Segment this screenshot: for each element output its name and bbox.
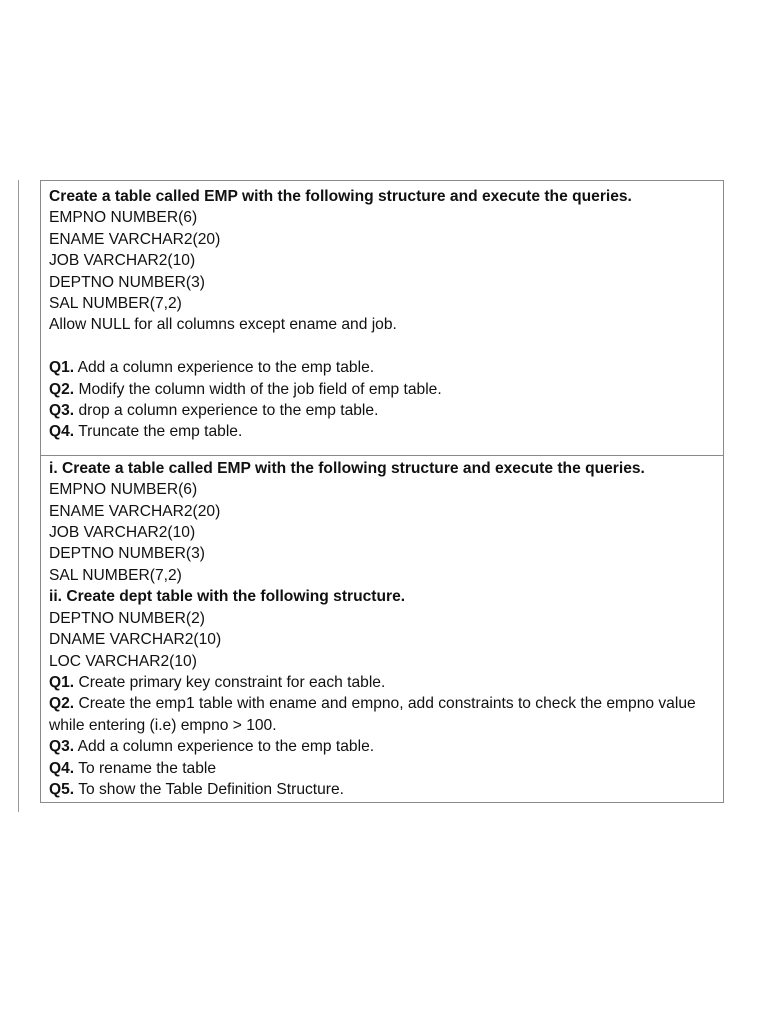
question-text: To rename the table (74, 759, 217, 777)
block1-field: DEPTNO NUMBER(3) (49, 273, 205, 291)
block1-field: EMPNO NUMBER(6) (49, 209, 198, 227)
question-text: Truncate the emp table. (74, 423, 243, 441)
question-text: Add a column experience to the emp table. (74, 738, 375, 756)
question-label: Q5. (49, 780, 75, 798)
block2-emp-field: SAL NUMBER(7,2) (49, 566, 182, 584)
question-text: Modify the column width of the job field of emp table. (74, 380, 442, 398)
block2-dept-field: LOC VARCHAR2(10) (49, 652, 197, 670)
block1-field: JOB VARCHAR2(10) (49, 252, 196, 270)
block2-emp-field: EMPNO NUMBER(6) (49, 481, 198, 499)
block2-emp-field: ENAME VARCHAR2(20) (49, 502, 221, 520)
exercise-table (40, 180, 724, 803)
question-label: Q3. (49, 402, 75, 420)
block2-emp-field: DEPTNO NUMBER(3) (49, 545, 205, 563)
block1-question (49, 357, 715, 378)
block2-question (49, 693, 715, 736)
block1-question (49, 421, 715, 442)
question-text: Create primary key constraint for each table. (74, 673, 386, 691)
block2-heading-dept: ii. Create dept table with the following structure. (49, 588, 406, 606)
exercise-block-1 (41, 181, 723, 455)
block2-emp-field: JOB VARCHAR2(10) (49, 524, 196, 542)
question-label: Q4. (49, 423, 75, 441)
block1-question (49, 379, 715, 400)
question-label: Q2. (49, 695, 75, 713)
block2-question (49, 736, 715, 757)
spacer (49, 336, 715, 357)
question-text: To show the Table Definition Structure. (74, 780, 345, 798)
question-label: Q2. (49, 380, 75, 398)
block2-question (49, 672, 715, 693)
exercise-block-2 (41, 455, 723, 803)
left-margin-rule (18, 180, 19, 812)
question-label: Q3. (49, 738, 75, 756)
question-label: Q1. (49, 673, 75, 691)
question-text: Add a column experience to the emp table. (74, 359, 375, 377)
block1-field: ENAME VARCHAR2(20) (49, 230, 221, 248)
block2-question (49, 779, 715, 800)
block1-heading: Create a table called EMP with the following structure and execute the queries. (49, 188, 632, 205)
block2-heading-emp: i. Create a table called EMP with the following structure and execute the queries. (49, 459, 645, 477)
question-label: Q4. (49, 759, 75, 777)
block1-note: Allow NULL for all columns except ename and job. (49, 316, 397, 334)
block2-dept-field: DEPTNO NUMBER(2) (49, 609, 205, 627)
question-text: drop a column experience to the emp table. (74, 402, 379, 420)
block2-dept-field: DNAME VARCHAR2(10) (49, 631, 222, 649)
block1-question (49, 400, 715, 421)
block1-field: SAL NUMBER(7,2) (49, 295, 182, 313)
question-label: Q1. (49, 359, 75, 377)
block2-question (49, 758, 715, 779)
question-text: Create the emp1 table with ename and empno, add constraints to check the empno value while entering (i.e) empno > 100. (49, 695, 701, 734)
